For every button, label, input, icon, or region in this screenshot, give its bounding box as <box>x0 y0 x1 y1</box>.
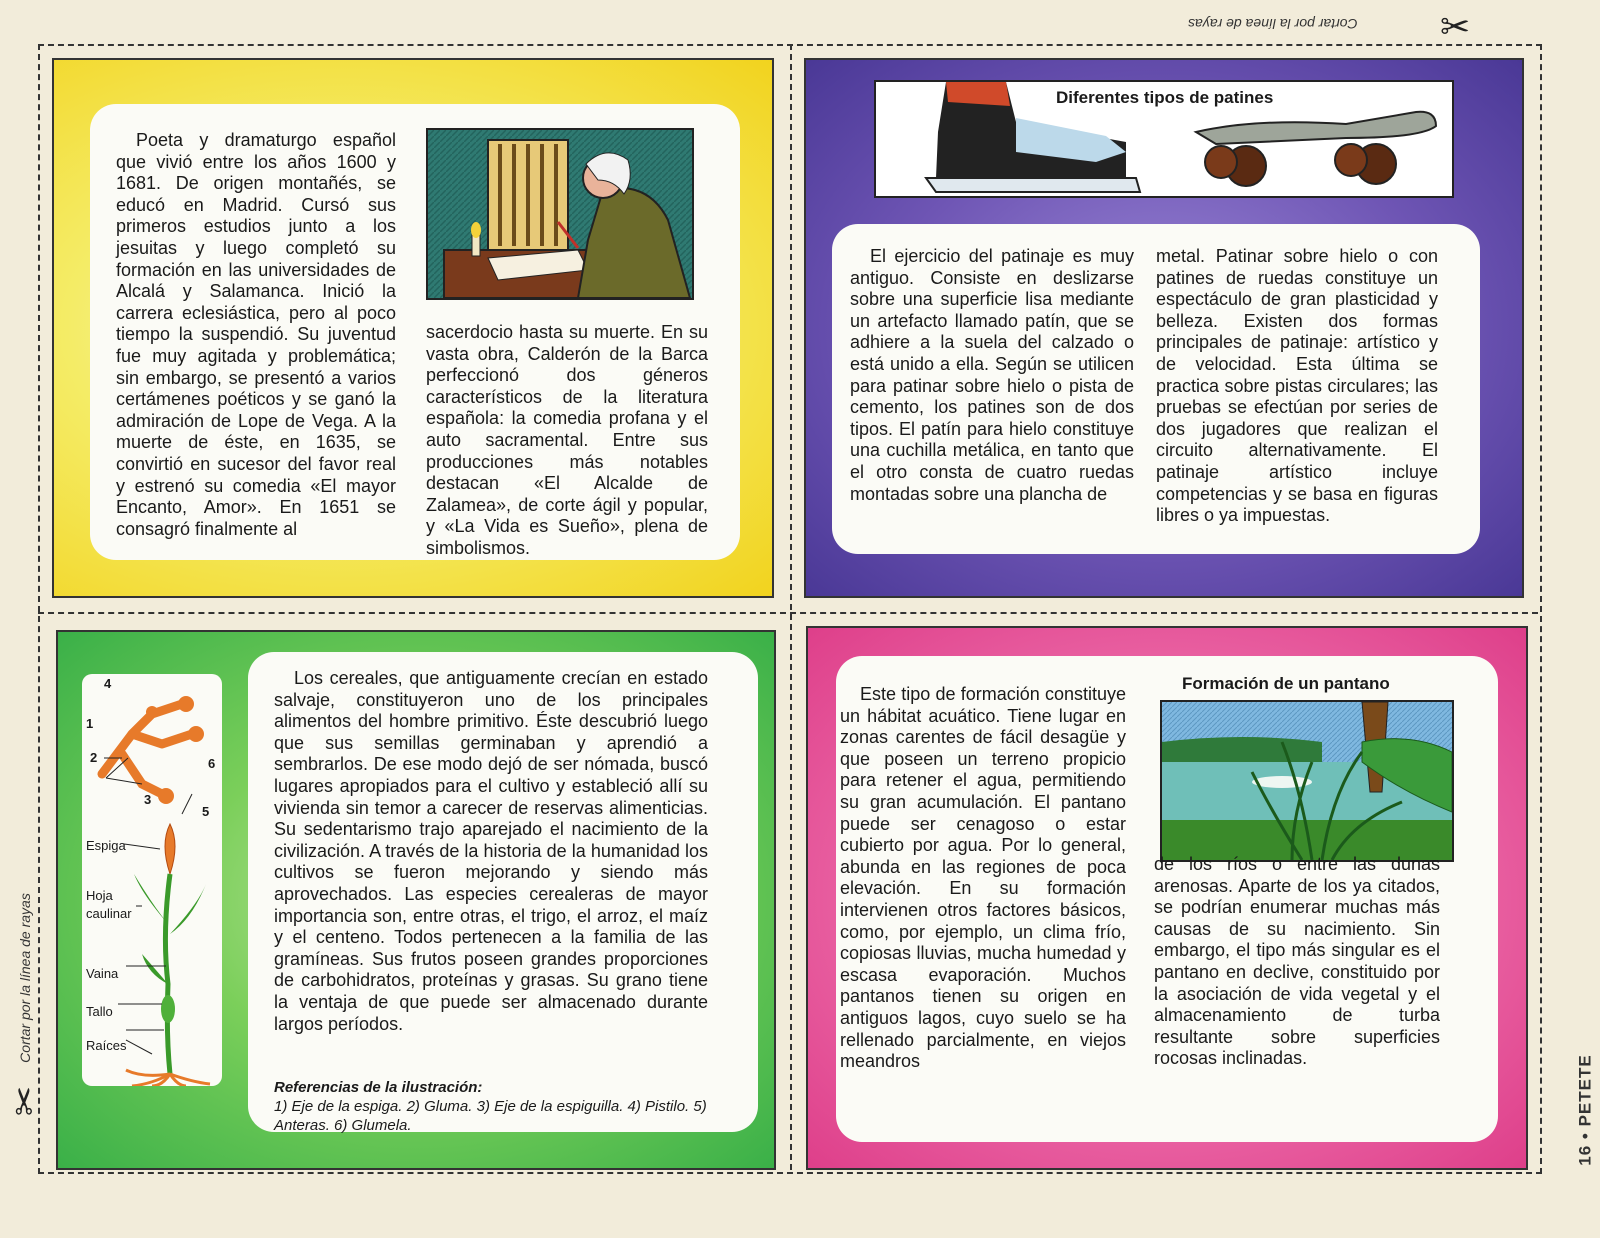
patines-text-right: metal. Patinar sobre hielo o con patines de ruedas constituye un espectáculo de gran plasticidad y belleza. Existen dos formas principales de patinaje: artístico y de velocidad. Esta última se practica sobre pistas circulares; las pruebas se efectúan por series de dos jugadores que realizan el circuito alternativamente. El patinaje artístico incluye competencias y se basa en figuras libres o ya impuestas. <box>1156 246 1438 526</box>
plant-label-vaina: Vaina <box>86 966 119 981</box>
pantano-title: Formación de un pantano <box>1182 674 1390 693</box>
scissors-icon: ✂ <box>4 1085 46 1117</box>
plant-label-4: 4 <box>104 676 112 691</box>
card-cereales <box>56 630 776 1170</box>
plant-label-tallo: Tallo <box>86 1004 113 1019</box>
scissors-icon: ✂ <box>1440 6 1471 47</box>
references-title: Referencias de la ilustración: <box>274 1079 483 1096</box>
pantano-text-left: Este tipo de formación constituye un hábitat acuático. Tiene lugar en zonas carentes de fácil desagüe y que poseen un terreno propicio para retener el agua, permitiendo su gran acumulación. El pantano puede ser cenagoso o estar cubierto por agua. Por lo general, abunda en las regiones de poca elevación. En su formación intervienen otros factores básicos, como, por ejemplo, un clima frío, copiosas lluvias, mucha humedad y escasa evaporación. Muchos pantanos tienen su origen en antiguos lagos, cuyo suelo se ha rellenado parcialmente, en viejos meandros <box>840 684 1126 1072</box>
references-text: 1) Eje de la espiga. 2) Gluma. 3) Eje de la espiguilla. 4) Pistilo. 5) Anteras. 6) Glumela. <box>274 1098 707 1134</box>
patines-title: Diferentes tipos de patines <box>1056 88 1274 107</box>
plant-label-1: 1 <box>86 716 94 731</box>
card-calderon <box>52 58 774 598</box>
plant-label-2: 2 <box>90 750 98 765</box>
pantano-illustration <box>1160 700 1454 862</box>
calderon-text-left: Poeta y dramaturgo español que vivió entre los años 1600 y 1681. De origen montañés, se educó en Madrid. Cursó sus primeros estudios junto a los jesuitas y luego completó su formación en las universidades de Alcalá y Salamanca. Inició la carrera eclesiástica, pero al poco tiempo la suspendió. Su juventud fue muy agitada y problemática; sin embargo, se presentó a varios certámenes poéticos y se ganó la admiración de Lope de Vega. A la muerte de éste, en 1635, se convirtió en sucesor del favor real y estrenó su comedia «El mayor Encanto, Amor». En 1651 se consagró finalmente al <box>116 130 396 539</box>
plant-label-caulinar: caulinar <box>86 906 132 921</box>
card-patines <box>804 58 1524 598</box>
page-footer: 16 • PETETE <box>1575 1054 1595 1166</box>
cut-instruction-left: Cortar por la línea de rayas <box>16 893 33 1063</box>
patines-illustration <box>874 80 1454 198</box>
plant-label-hoja: Hoja <box>86 888 113 903</box>
cereales-references <box>274 1078 720 1135</box>
card-pantano <box>806 626 1528 1170</box>
cut-line-horizontal <box>38 612 1538 614</box>
pantano-text-right: de los ríos o entre las dunas arenosas. Aparte de los ya citados, se podrían enumerar muchas más causas de su nacimiento. Sin embargo, el tipo más singular es el pantano en declive, constituido por la asociación de vida vegetal y el almacenamiento de turba resultante sobre superficies rocosas inclinadas. <box>1154 854 1440 1069</box>
plant-diagram <box>82 674 222 1086</box>
cereales-text: Los cereales, que antiguamente crecían en estado salvaje, constituyeron uno de los principales alimentos del hombre primitivo. Éste descubrió luego que sus semillas germinaban y aprendió a sembrarlos. De ese modo dejó de ser nómada, buscó lugares apropiados para el cultivo y estableció allí su vivienda sin temor a carecer de reservas alimenticias. Su sedentarismo trajo aparejado el nacimiento de la civilización. A través de la historia de la humanidad los cultivos se fueron mejorando y siendo más aprovechados. Las especies cerealeras de mayor importancia son, entre otras, el trigo, el arroz, el maíz y el centeno. Todos pertenecen a la familia de las gramíneas. Sus frutos poseen grandes proporciones de carbohidratos, proteínas y grasas. Su grano tiene la ventaja de que puede ser almacenado durante largos períodos. <box>274 668 708 1034</box>
calderon-text-right: sacerdocio hasta su muerte. En su vasta obra, Calderón de la Barca perfeccionó dos géneros característicos de la literatura española: la comedia profana y el auto sacramental. Entre sus producciones más notables destacan «El Alcalde de Zalamea», de corte ágil y popular, y «La Vida es Sueño», plena de simbolismos. <box>426 322 708 558</box>
plant-label-3: 3 <box>144 792 152 807</box>
cut-instruction-top: Cortar por la línea de rayas <box>1188 16 1358 32</box>
patines-text-left: El ejercicio del patinaje es muy antiguo. Consiste en deslizarse sobre una superficie lisa mediante un artefacto llamado patín, que se adhiere a la suela del calzado o está unido a ella. Según se utilicen para patinar sobre hielo o pista de cemento, los patines son de dos tipos. El patín para hielo constituye una cuchilla metálica, en tanto que el otro consta de cuatro ruedas montadas sobre una plancha de <box>850 246 1134 504</box>
calderon-illustration <box>426 128 694 300</box>
plant-label-6: 6 <box>208 756 216 771</box>
cut-line-vertical <box>790 44 792 1170</box>
plant-label-5: 5 <box>202 804 210 819</box>
plant-label-espiga: Espiga <box>86 838 126 853</box>
plant-label-raices: Raíces <box>86 1038 127 1053</box>
